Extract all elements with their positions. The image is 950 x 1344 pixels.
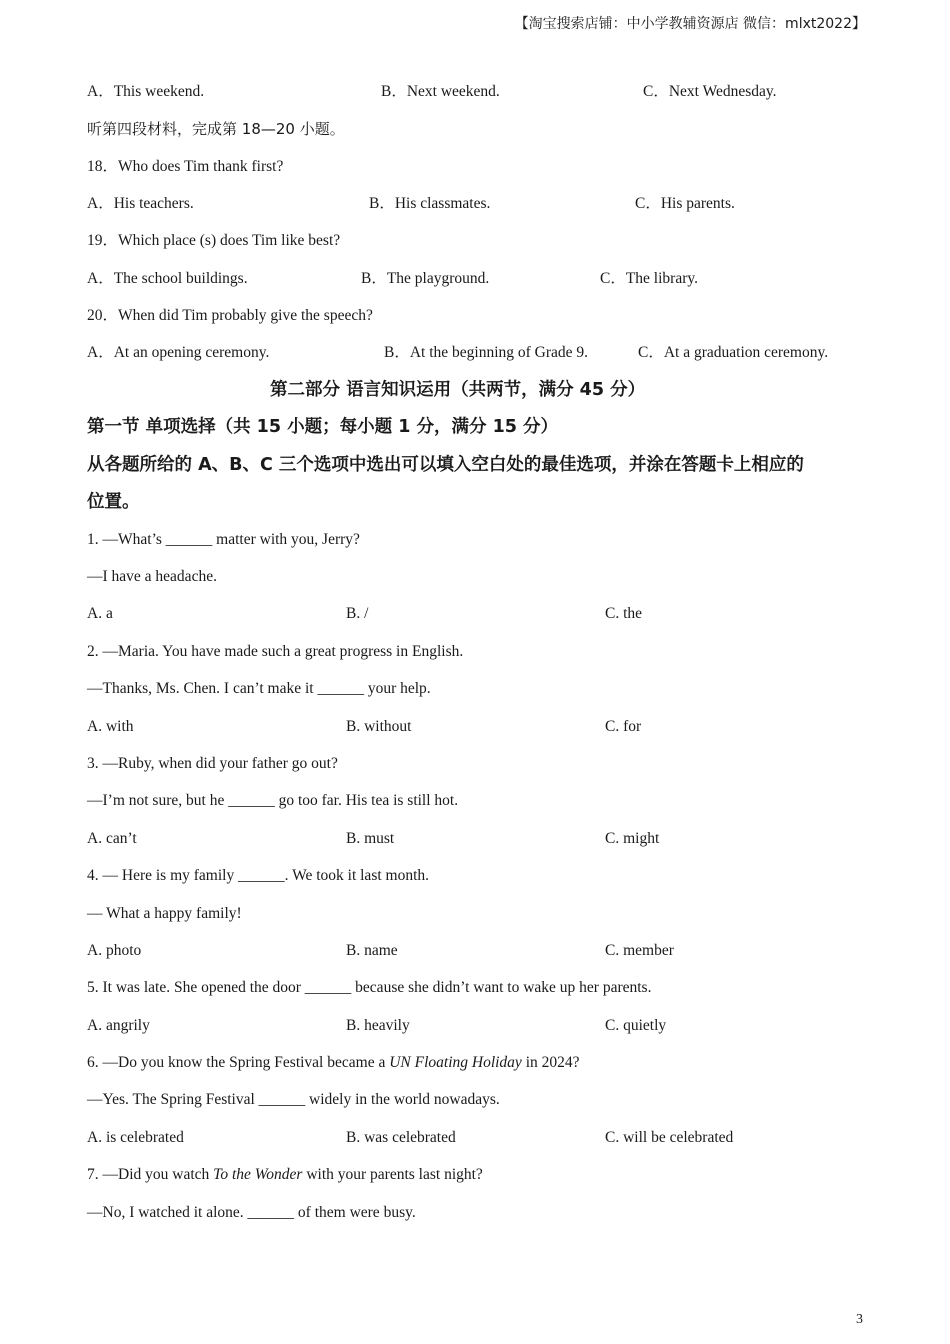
- part2-title: 第二部分 语言知识运用（共两节，满分 45 分）: [270, 380, 646, 400]
- q17-option-a: A．This weekend.: [87, 83, 205, 100]
- mc-q7-line2: —No, I watched it alone. ______ of them were busy.: [87, 1204, 416, 1221]
- mc-q6-option-b: B. was celebrated: [346, 1129, 456, 1146]
- mc-q7-line1: 7. —Did you watch To the Wonder with your parents last night?: [87, 1166, 483, 1183]
- mc-q1-option-c: C. the: [605, 605, 643, 622]
- mc-q5-option-c: C. quietly: [605, 1017, 667, 1034]
- instruction-line-2: 位置。: [87, 492, 140, 512]
- section1-title: 第一节 单项选择（共 15 小题；每小题 1 分，满分 15 分）: [87, 417, 559, 437]
- q20-option-b: B．At the beginning of Grade 9.: [384, 344, 589, 361]
- mc-q3-line2: —I’m not sure, but he ______ go too far. His tea is still hot.: [87, 792, 459, 809]
- q19-option-a: A．The school buildings.: [87, 270, 248, 287]
- q17-option-c: C．Next Wednesday.: [643, 83, 777, 100]
- instruction-line-1: 从各题所给的 A、B、C 三个选项中选出可以填入空白处的最佳选项，并涂在答题卡上相应的: [87, 455, 804, 475]
- q19-option-c: C．The library.: [600, 270, 698, 287]
- mc-q2-option-a: A. with: [87, 718, 134, 735]
- mc-q3-option-c: C. might: [605, 830, 660, 847]
- q17-option-b: B．Next weekend.: [381, 83, 500, 100]
- mc-q3-option-b: B. must: [346, 830, 395, 847]
- q18-stem: 18．Who does Tim thank first?: [87, 158, 284, 175]
- mc-q5-option-a: A. angrily: [87, 1017, 150, 1034]
- mc-q4-line2: — What a happy family!: [87, 905, 242, 922]
- mc-q3-option-a: A. can’t: [87, 830, 137, 847]
- section4-instruction: 听第四段材料，完成第 18—20 小题。: [87, 120, 345, 138]
- mc-q6-italic-title: UN Floating Holiday: [389, 1054, 522, 1071]
- page-number: 3: [856, 1312, 863, 1327]
- mc-q5-option-b: B. heavily: [346, 1017, 410, 1034]
- store-header: 【淘宝搜索店铺：中小学教辅资源店 微信：mlxt2022】: [514, 16, 866, 32]
- mc-q2-line2: —Thanks, Ms. Chen. I can’t make it ______ your help.: [87, 680, 431, 697]
- q19-option-b: B．The playground.: [361, 270, 490, 287]
- q20-stem: 20．When did Tim probably give the speech?: [87, 307, 373, 324]
- mc-q1-line2: —I have a headache.: [87, 568, 217, 585]
- q18-option-b: B．His classmates.: [369, 195, 491, 212]
- q18-option-a: A．His teachers.: [87, 195, 194, 212]
- mc-q6-line1: 6. —Do you know the Spring Festival became a UN Floating Holiday in 2024?: [87, 1054, 580, 1071]
- mc-q3-line1: 3. —Ruby, when did your father go out?: [87, 755, 338, 772]
- mc-q4-option-a: A. photo: [87, 942, 142, 959]
- q18-option-c: C．His parents.: [635, 195, 735, 212]
- mc-q1-option-a: A. a: [87, 605, 113, 622]
- mc-q6-option-c: C. will be celebrated: [605, 1129, 734, 1146]
- q19-stem: 19．Which place (s) does Tim like best?: [87, 232, 341, 249]
- mc-q1-option-b: B. /: [346, 605, 369, 622]
- mc-q2-option-b: B. without: [346, 718, 412, 735]
- q20-option-c: C．At a graduation ceremony.: [638, 344, 829, 361]
- mc-q2-option-c: C. for: [605, 718, 642, 735]
- mc-q4-line1: 4. — Here is my family ______. We took it last month.: [87, 867, 430, 884]
- mc-q4-option-b: B. name: [346, 942, 398, 959]
- q20-option-a: A．At an opening ceremony.: [87, 344, 270, 361]
- mc-q6-line2: —Yes. The Spring Festival ______ widely in the world nowadays.: [87, 1091, 500, 1108]
- mc-q1-line1: 1. —What’s ______ matter with you, Jerry?: [87, 531, 360, 548]
- mc-q4-option-c: C. member: [605, 942, 674, 959]
- mc-q6-option-a: A. is celebrated: [87, 1129, 184, 1146]
- mc-q5-line1: 5. It was late. She opened the door ______ because she didn’t want to wake up her parents.: [87, 979, 652, 996]
- mc-q2-line1: 2. —Maria. You have made such a great progress in English.: [87, 643, 464, 660]
- mc-q7-italic-title: To the Wonder: [213, 1166, 303, 1183]
